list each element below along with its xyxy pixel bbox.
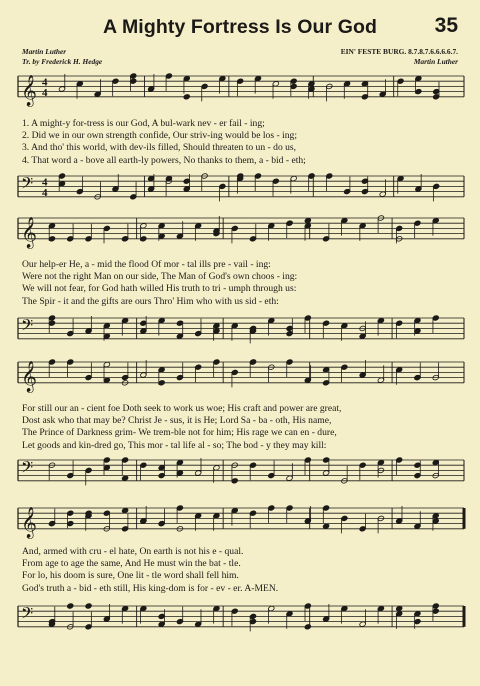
lyric-line: Let goods and kin-dred go, This mor - tal life al - so; The bod - y they may kill: [22, 439, 327, 451]
note-head [158, 521, 165, 527]
lyric-line: 1. A might-y for-tress is our God, A bul-wark nev - er fail - ing; [22, 118, 265, 129]
time-signature-digit: 4 [42, 186, 48, 199]
bass-staff [16, 452, 466, 498]
lyric-line: 4. That word a - bove all earth-ly powers, No thanks to them, a - bid - eth; [22, 154, 306, 166]
lyric-block [22, 546, 462, 595]
bass-staff-drawing [16, 168, 466, 214]
treble-clef-icon: 𝄞 [21, 216, 37, 248]
note-head [286, 220, 293, 226]
lyric-block [22, 118, 462, 167]
treble-staff [16, 500, 466, 546]
note-head [85, 603, 92, 609]
bass-clef-icon: 𝄢 [21, 174, 34, 197]
note-head [396, 606, 403, 612]
note-head [122, 236, 129, 242]
lyric-line: Were not the right Man on our side, The Man of God's own choos - ing: [22, 271, 298, 283]
bass-clef-icon: 𝄢 [21, 604, 34, 627]
lyric-line: God's truth a - bid - eth still, His king-dom is for - ev - er. A-MEN. [22, 582, 279, 594]
note-head [67, 603, 74, 609]
lyric-line: From age to age the same, And He must win the bat - tle. [22, 558, 241, 570]
lyric-line: The Spir - it and the gifts are ours Thro' Him who with us sid - eth: [22, 295, 279, 307]
lyric-line: The Prince of Darkness grim- We trem-ble not for him; His rage we can en - dure, [22, 427, 337, 439]
time-signature-digit: 4 [42, 176, 48, 189]
lyric-line: And, armed with cru - el hate, On earth is not his e - qual. [22, 546, 244, 557]
lyric-line: We will not fear, for God hath willed His truth to tri - umph through us: [22, 283, 297, 295]
note-head [183, 94, 190, 100]
lyric-line: Dost ask who that may be? Christ Je - sus, it is He; Lord Sa - ba - oth, His name, [22, 415, 332, 427]
author-credit: Martin Luther [22, 47, 67, 56]
lyric-block [22, 259, 462, 308]
hymn-title: A Mighty Fortress Is Our God [102, 16, 378, 38]
treble-clef-icon: 𝄞 [21, 506, 37, 538]
note-head [323, 523, 330, 529]
bass-staff-drawing [16, 310, 466, 356]
time-signature-digit: 4 [42, 76, 48, 89]
treble-staff [16, 68, 466, 114]
composer-credit: Martin Luther [413, 57, 458, 66]
tune-name: EIN' FESTE BURG. 8.7.8.7.6.6.6.6.7. [340, 47, 458, 56]
lyric-line: Our help-er He, a - mid the flood Of mor - tal ills pre - vail - ing: [22, 259, 271, 270]
treble-staff [16, 354, 466, 400]
bass-staff-drawing [16, 598, 466, 644]
note-head [48, 521, 55, 527]
time-signature-digit: 4 [42, 86, 48, 99]
treble-staff-drawing [16, 68, 466, 114]
note-head [304, 624, 311, 630]
note-head [249, 359, 256, 365]
lyric-line: For lo, his doom is sure, One lit - tle word shall fell him. [22, 570, 239, 582]
hymn-number: 35 [434, 14, 458, 37]
note-head [304, 218, 311, 224]
treble-staff-drawing [16, 210, 466, 256]
treble-staff-drawing [16, 354, 466, 400]
treble-clef-icon: 𝄞 [21, 74, 37, 106]
bass-clef-icon: 𝄢 [21, 316, 34, 339]
note-head [165, 176, 172, 182]
treble-staff-drawing [16, 500, 466, 546]
bass-staff [16, 598, 466, 644]
note-head [122, 475, 129, 481]
lyric-line: 2. Did we in our own strength confide, Our striv-ing would be los - ing; [22, 130, 297, 142]
bass-clef-icon: 𝄢 [21, 458, 34, 481]
note-head [140, 518, 147, 524]
lyric-line: 3. And tho' this world, with dev-ils filled, Should threaten to un - do us, [22, 142, 297, 154]
bass-staff-drawing [16, 452, 466, 498]
treble-clef-icon: 𝄞 [21, 360, 37, 392]
note-head [122, 508, 129, 514]
treble-staff [16, 210, 466, 256]
lyric-block [22, 403, 462, 452]
translator-credit: Tr. by Frederick H. Hedge [22, 57, 103, 66]
bass-staff [16, 310, 466, 356]
note-head [308, 173, 315, 179]
bass-staff [16, 168, 466, 214]
lyric-line: For still our an - cient foe Doth seek to work us woe; His craft and power are great, [22, 403, 342, 414]
